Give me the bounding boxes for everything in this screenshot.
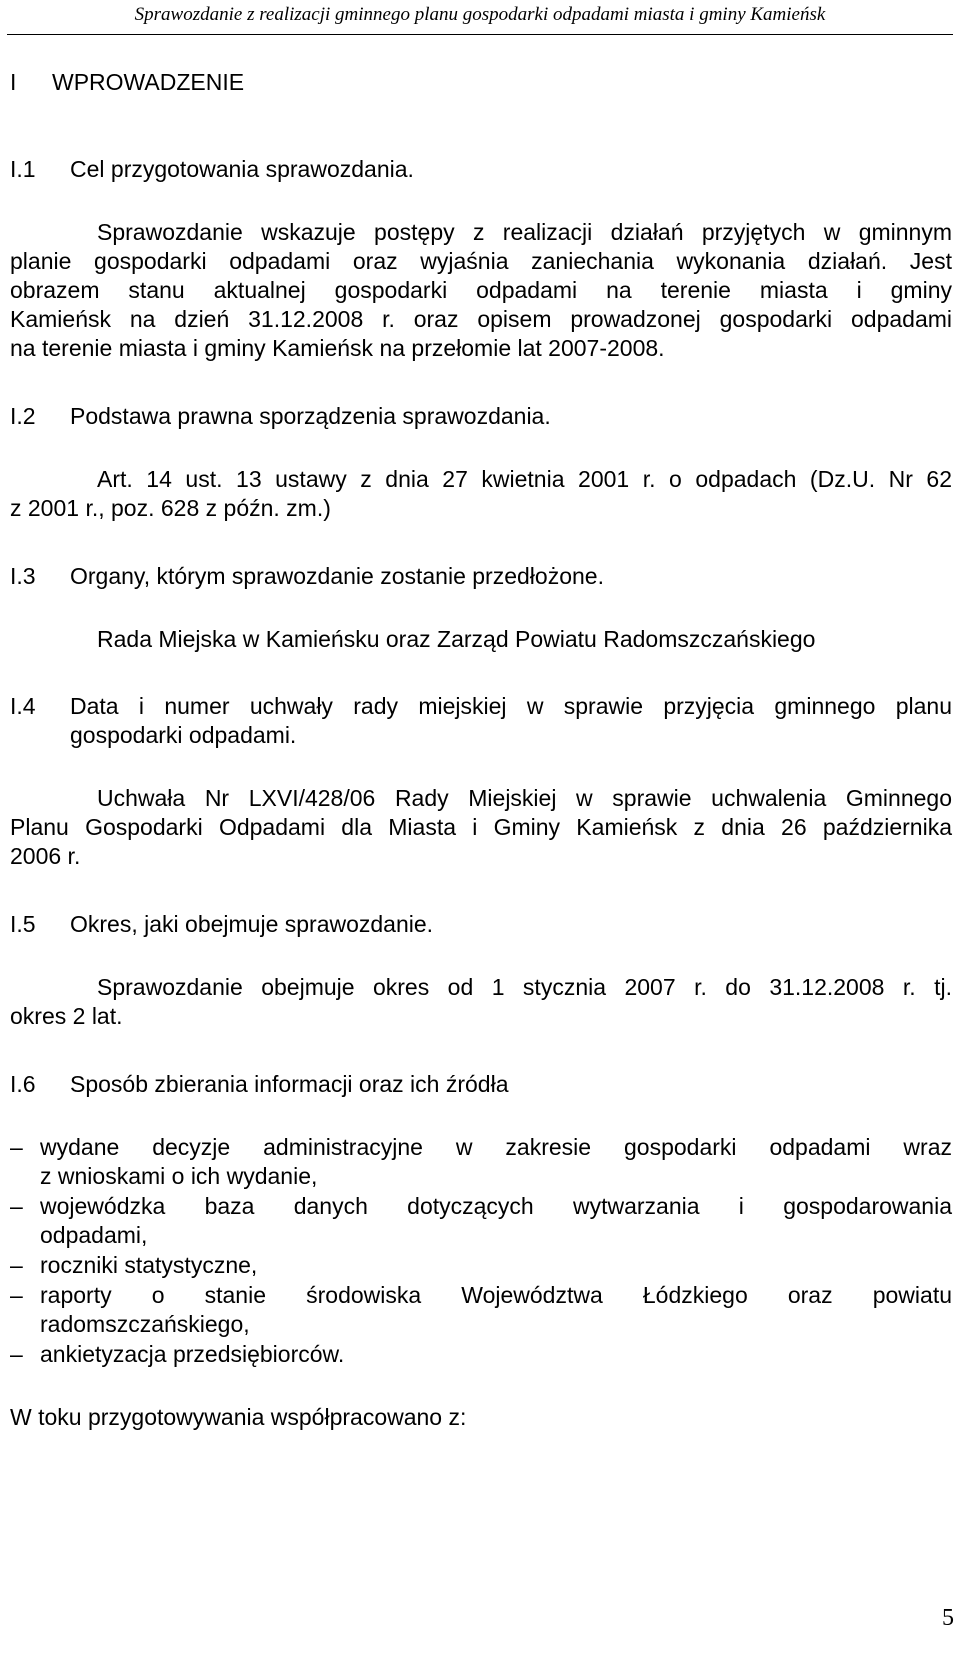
section-title-4-line: Data i numer uchwały rady miejskiej w sprawie przyjęcia gminnego planu (70, 693, 952, 719)
paragraph-line: okres 2 lat. (10, 1003, 123, 1029)
bullet-dash: – (10, 1282, 23, 1308)
section-title-6: Sposób zbierania informacji oraz ich źródła (70, 1071, 509, 1097)
header-rule (7, 34, 953, 35)
bullet-dash: – (10, 1193, 23, 1219)
bullet-dash: – (10, 1134, 23, 1160)
bullet-dash: – (10, 1252, 23, 1278)
paragraph-line: Planu Gospodarki Odpadami dla Miasta i Gminy Kamieńsk z dnia 26 października (10, 814, 952, 840)
list-item-line: roczniki statystyczne, (40, 1252, 258, 1278)
section-number-3: I.3 (10, 563, 36, 589)
list-item-line: z wnioskami o ich wydanie, (40, 1163, 318, 1189)
paragraph-line: z 2001 r., poz. 628 z późn. zm.) (10, 495, 331, 521)
running-header: Sprawozdanie z realizacji gminnego planu gospodarki odpadami miasta i gminy Kamieńsk (134, 4, 826, 25)
paragraph-line: Uchwała Nr LXVI/428/06 Rady Miejskiej w sprawie uchwalenia Gminnego (97, 785, 952, 811)
bullet-dash: – (10, 1341, 23, 1367)
list-item-line: odpadami, (40, 1222, 148, 1248)
list-item-line: wojewódzka baza danych dotyczących wytwarzania i gospodarowania (40, 1193, 952, 1219)
paragraph-line: Rada Miejska w Kamieńsku oraz Zarząd Powiatu Radomszczańskiego (97, 626, 816, 652)
section-title-3: Organy, którym sprawozdanie zostanie przedłożone. (70, 563, 604, 589)
paragraph-line: Sprawozdanie obejmuje okres od 1 stycznia 2007 r. do 31.12.2008 r. tj. (97, 974, 952, 1000)
page-number: 5 (942, 1605, 954, 1631)
list-item-line: wydane decyzje administracyjne w zakresie gospodarki odpadami wraz (40, 1134, 952, 1160)
chapter-number: I (10, 69, 17, 95)
section-number-6: I.6 (10, 1071, 36, 1097)
list-item-line: raporty o stanie środowiska Województwa Łódzkiego oraz powiatu (40, 1282, 952, 1308)
closing-line: W toku przygotowywania współpracowano z: (10, 1404, 467, 1430)
paragraph-line: Sprawozdanie wskazuje postępy z realizacji działań przyjętych w gminnym (97, 219, 952, 245)
paragraph-line: Kamieńsk na dzień 31.12.2008 r. oraz opisem prowadzonej gospodarki odpadami (10, 306, 952, 332)
paragraph-line: planie gospodarki odpadami oraz wyjaśnia zaniechania wykonania działań. Jest (10, 248, 952, 274)
section-number-4: I.4 (10, 693, 36, 719)
paragraph-line: Art. 14 ust. 13 ustawy z dnia 27 kwietnia 2001 r. o odpadach (Dz.U. Nr 62 (97, 466, 952, 492)
section-number-1: I.1 (10, 156, 36, 182)
paragraph-line: 2006 r. (10, 843, 81, 869)
chapter-title: WPROWADZENIE (52, 69, 245, 95)
section-title-2: Podstawa prawna sporządzenia sprawozdania. (70, 403, 551, 429)
list-item-line: ankietyzacja przedsiębiorców. (40, 1341, 345, 1367)
section-title-5: Okres, jaki obejmuje sprawozdanie. (70, 911, 434, 937)
section-number-2: I.2 (10, 403, 36, 429)
paragraph-line: obrazem stanu aktualnej gospodarki odpadami na terenie miasta i gminy (10, 277, 952, 303)
paragraph-line: na terenie miasta i gminy Kamieńsk na przełomie lat 2007-2008. (10, 335, 665, 361)
list-item-line: radomszczańskiego, (40, 1311, 250, 1337)
section-number-5: I.5 (10, 911, 36, 937)
section-title-1: Cel przygotowania sprawozdania. (70, 156, 414, 182)
section-title-4-line: gospodarki odpadami. (70, 722, 297, 748)
